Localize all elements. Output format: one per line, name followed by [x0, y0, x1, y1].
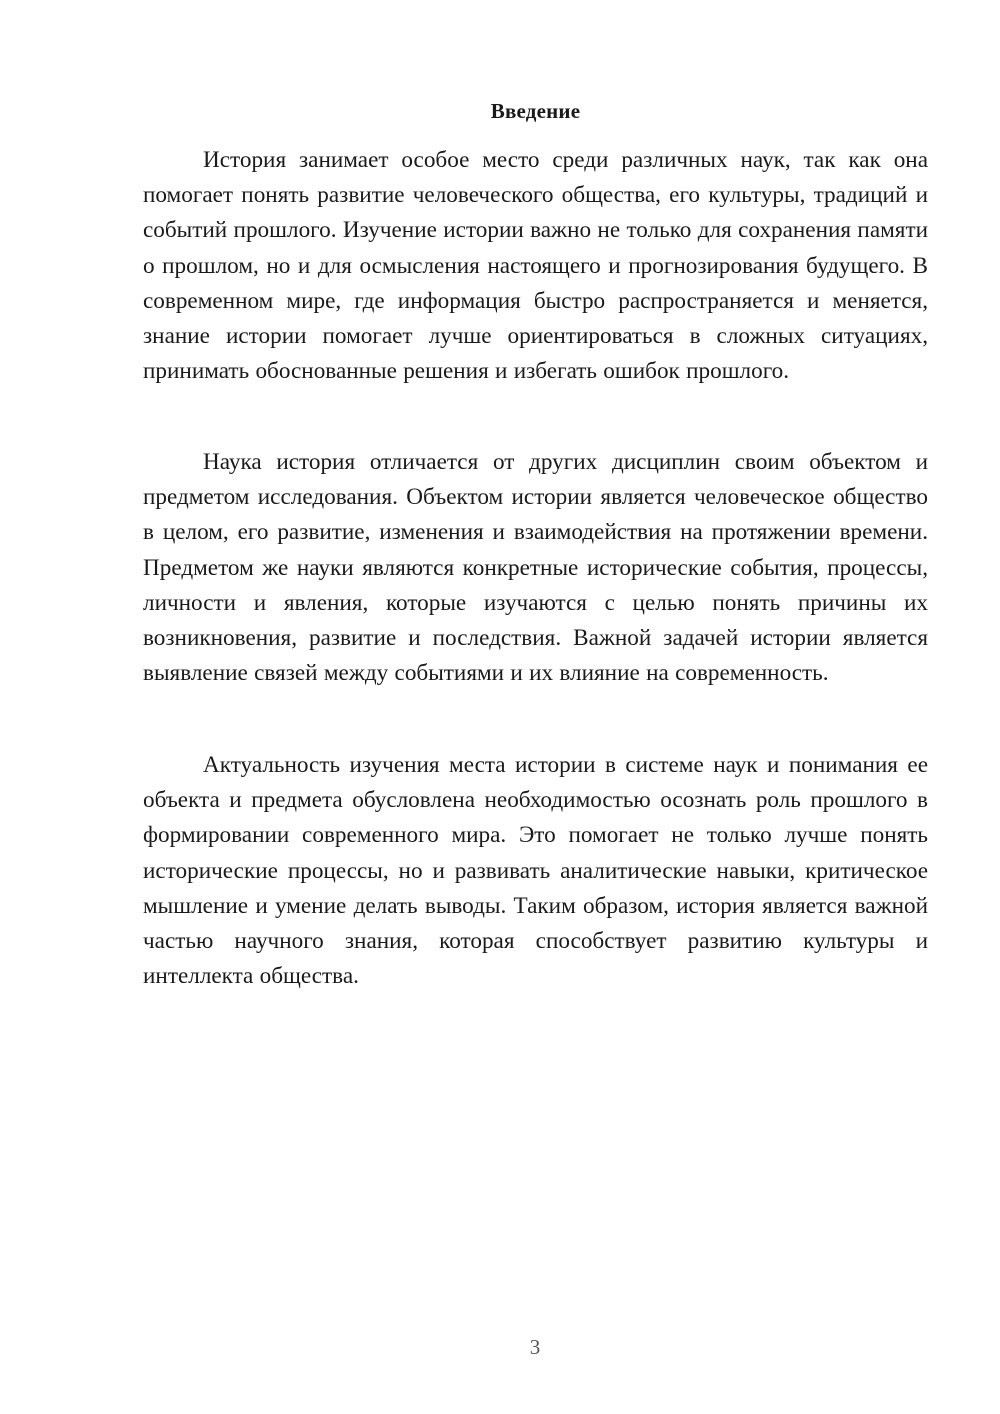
paragraph-1: История занимает особое место среди различных наук, так как она помогает понять развитие человеческого общества, его культуры, традиций и событий прошлого. Изучение истории важно не только для сохранения памяти о прошлом, но и для осмысления настоящего и прогнозирования будущего. В современном мире, где информация быстро распространяется и меняется, знание истории помогает лучше ориентироваться в сложных ситуациях, принимать обоснованные решения и избегать ошибок прошлого.	[143, 147, 928, 385]
paragraph-2: Наука история отличается от других дисциплин своим объектом и предметом исследования. Объектом истории является человеческое общество в целом, его развитие, изменения и взаимодействия на протяжении времени. Предметом же науки являются конкретные исторические события, процессы, личности и явления, которые изучаются с целью понять причины их возникновения, развитие и последствия. Важной задачей истории является выявление связей между событиями и их влияние на современность.	[143, 449, 928, 687]
page-title: Введение	[490, 99, 581, 123]
page-number: 3	[529, 1335, 541, 1359]
paragraph-3: Актуальность изучения места истории в системе наук и понимания ее объекта и предмета обусловлена необходимостью осознать роль прошлого в формировании современного мира. Это помогает не только лучше понять исторические процессы, но и развивать аналитические навыки, критическое мышление и умение делать выводы. Таким образом, история является важной частью научного знания, которая способствует развитию культуры и интеллекта общества.	[143, 752, 928, 990]
